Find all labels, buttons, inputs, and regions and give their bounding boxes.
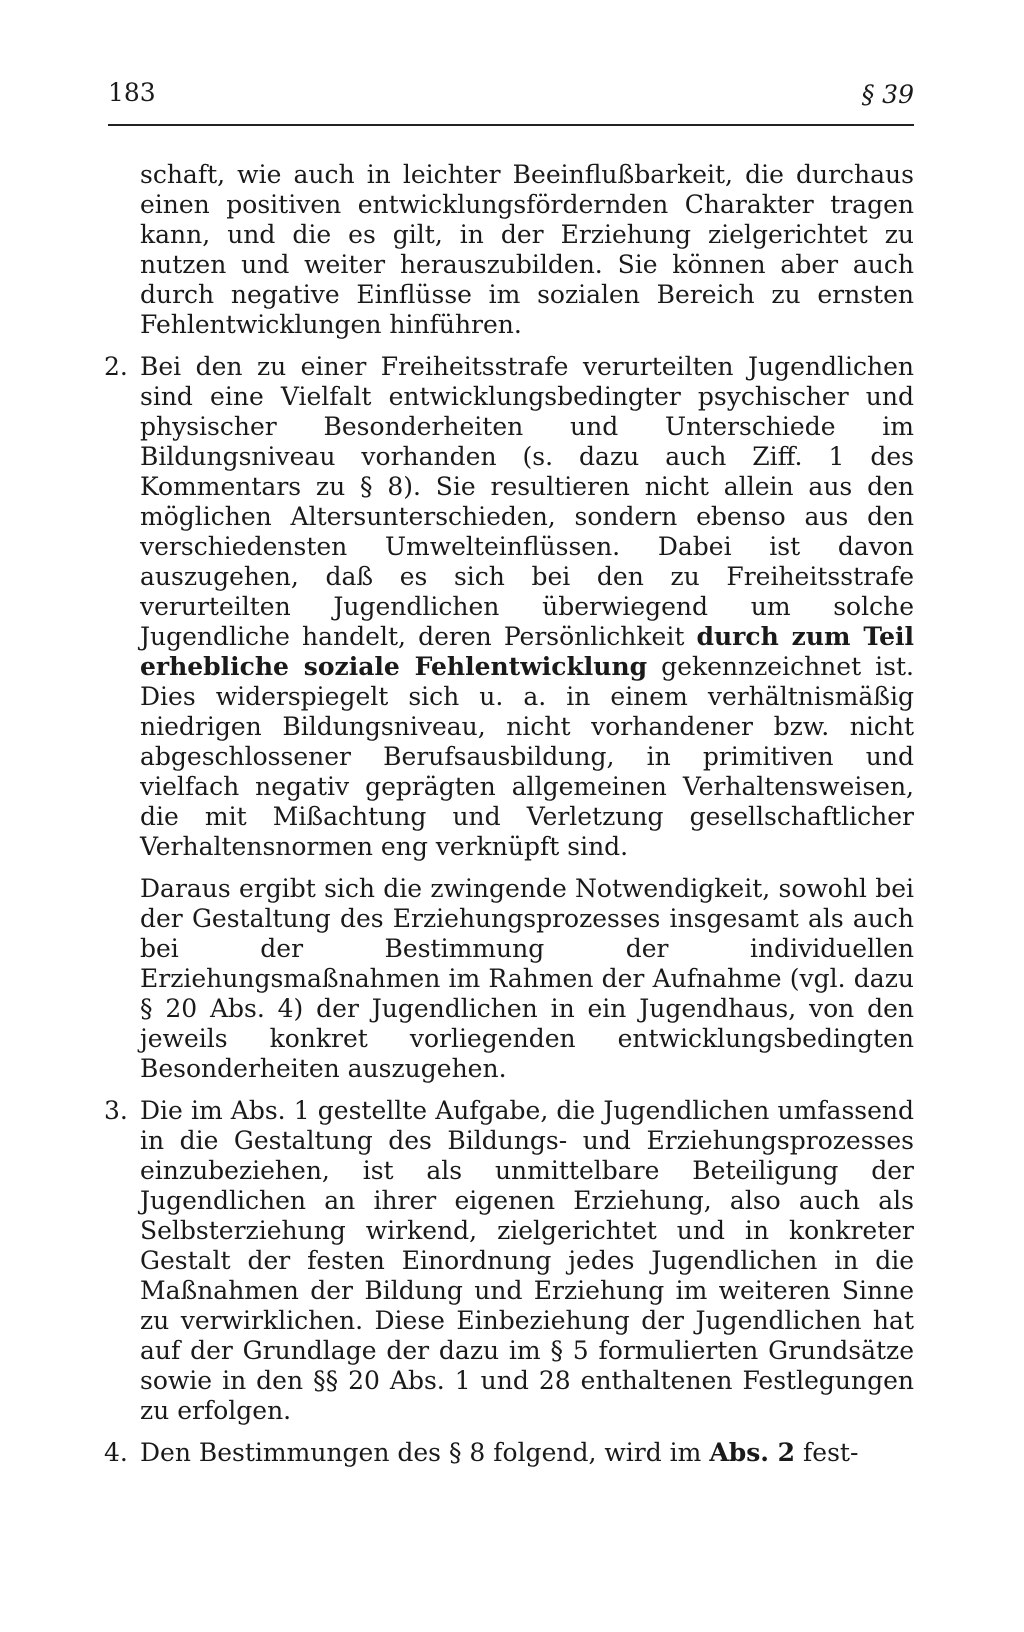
body-text <box>104 160 914 1480</box>
item-number: 2. <box>104 352 128 381</box>
section-reference: § 39 <box>861 80 914 109</box>
page-header <box>108 78 914 110</box>
page-number: 183 <box>108 78 156 107</box>
item-text: Die im Abs. 1 gestellte Aufgabe, die Jugendlichen umfassend in die Gestaltung des Bildungs- und Erziehungsprozesses einzubeziehen, ist als unmittelbare Beteiligung der Jugendlichen an ihrer eigenen Erziehung, also auch als Selbsterziehung wirkend, zielgerichtet und in konkreter Gestalt der festen Einordnung jedes Jugendlichen in die Maßnahmen der Bildung und Erziehung im weiteren Sinne zu verwirklichen. Diese Einbeziehung der Jugendlichen hat auf der Grundlage der dazu im § 5 formulierten Grundsätze sowie in den §§ 20 Abs. 1 und 28 enthaltenen Festlegungen zu erfolgen. <box>140 1096 914 1425</box>
item-text: Den Bestimmungen des § 8 folgend, wird im <box>140 1438 702 1467</box>
item-text: gekennzeichnet ist. Dies widerspiegelt sich u. a. in einem verhältnismäßig niedrigen Bildungsniveau, nicht vorhandener bzw. nicht abgeschlossener Berufsausbildung, in primitiven und vielfach negativ geprägten allgemeinen Verhaltensweisen, die mit Mißachtung und Verletzung gesellschaftlicher Verhaltensnormen eng verknüpft sind. <box>140 652 915 861</box>
item-text: fest- <box>803 1438 859 1467</box>
bold-emphasis: Abs. 2 <box>709 1438 796 1467</box>
sub-paragraph: Daraus ergibt sich die zwingende Notwendigkeit, sowohl bei der Gestaltung des Erziehungsprozesses insgesamt als auch bei der Bestimmung der individuellen Erziehungsmaßnahmen im Rahmen der Aufnahme (vgl. dazu § 20 Abs. 4) der Jugendlichen in ein Jugendhaus, von den jeweils konkret vorliegenden entwicklungsbedingten Besonderheiten auszugehen. <box>140 874 914 1083</box>
item-number: 3. <box>104 1096 128 1125</box>
header-rule <box>108 124 914 126</box>
item-text: Bei den zu einer Freiheitsstrafe verurteilten Jugendlichen sind eine Vielfalt entwicklungsbedingter psychischer und physischer Besonderheiten und Unterschiede im Bildungsniveau vorhanden (s. dazu auch Ziff. 1 des Kommentars zu § 8). Sie resultieren nicht allein aus den möglichen Altersunterschieden, sondern ebenso aus den verschiedensten Umwelteinflüssen. Dabei ist davon auszugehen, daß es sich bei den zu Freiheitsstrafe verurteilten Jugendlichen überwiegend um solche Jugendliche handelt, deren Persönlichkeit <box>140 352 914 651</box>
list-item-2 <box>104 352 914 1084</box>
list-item-4 <box>104 1438 914 1468</box>
list-item-3 <box>104 1096 914 1426</box>
bold-emphasis: durch zum Teil erhebliche soziale Fehlentwicklung <box>140 622 914 681</box>
continuation-paragraph: schaft, wie auch in leichter Beeinflußbarkeit, die durchaus einen positiven entwicklungsfördernden Charakter tragen kann, und die es gilt, in der Erziehung zielgerichtet zu nutzen und weiter herauszubilden. Sie können aber auch durch negative Einflüsse im sozialen Bereich zu ernsten Fehlentwicklungen hinführen. <box>140 160 914 339</box>
item-number: 4. <box>104 1438 128 1467</box>
